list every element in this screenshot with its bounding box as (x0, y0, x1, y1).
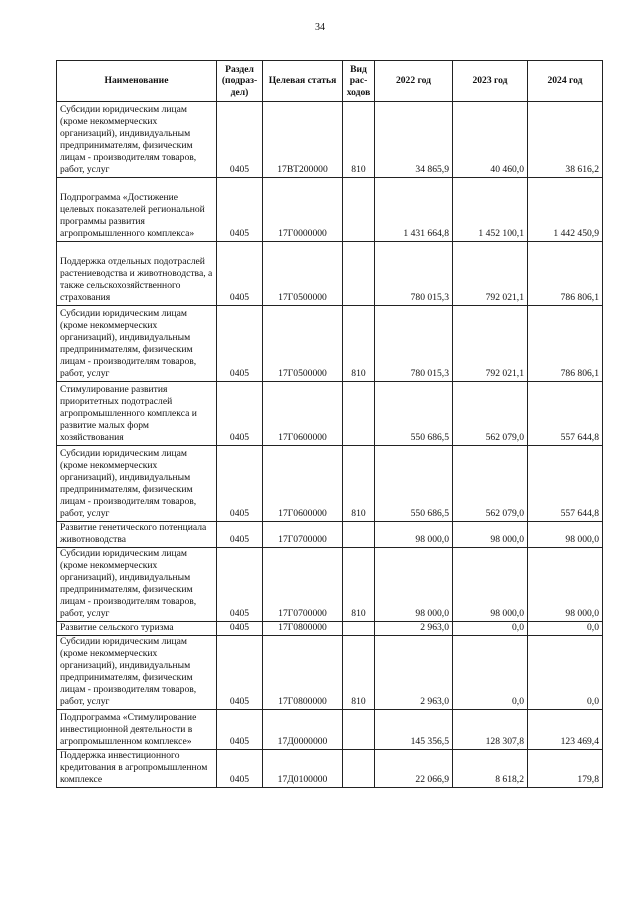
row-expense-type (343, 749, 375, 787)
row-2024: 557 644,8 (528, 446, 603, 522)
row-2023: 0,0 (453, 635, 528, 709)
row-target: 17Г0600000 (263, 382, 343, 446)
row-section: 0405 (217, 102, 263, 178)
row-target: 17Г0600000 (263, 446, 343, 522)
row-expense-type: 810 (343, 306, 375, 382)
row-2024: 98 000,0 (528, 522, 603, 548)
row-section: 0405 (217, 446, 263, 522)
row-expense-type (343, 242, 375, 306)
table-row (57, 306, 603, 382)
row-2022: 2 963,0 (375, 635, 453, 709)
row-2024: 179,8 (528, 749, 603, 787)
row-2023: 98 000,0 (453, 522, 528, 548)
row-expense-type: 810 (343, 547, 375, 621)
row-section: 0405 (217, 522, 263, 548)
row-name: Субсидии юридическим лицам (кроме некоммерческих организаций), индивидуальным предпринимателям, физическим лицам - производителям товаров, работ, услуг (57, 446, 217, 522)
row-name: Субсидии юридическим лицам (кроме некоммерческих организаций), индивидуальным предпринимателям, физическим лицам - производителям товаров, работ, услуг (57, 547, 217, 621)
row-target: 17Г0500000 (263, 242, 343, 306)
row-target: 17Г0800000 (263, 635, 343, 709)
table-row (57, 102, 603, 178)
row-expense-type (343, 621, 375, 635)
header-section: Раздел (подраз-дел) (217, 61, 263, 102)
row-2023: 792 021,1 (453, 306, 528, 382)
row-2022: 2 963,0 (375, 621, 453, 635)
table-row (57, 547, 603, 621)
row-name: Субсидии юридическим лицам (кроме некоммерческих организаций), индивидуальным предпринимателям, физическим лицам - производителям товаров, работ, услуг (57, 306, 217, 382)
row-expense-type (343, 382, 375, 446)
row-2023: 0,0 (453, 621, 528, 635)
row-2024: 786 806,1 (528, 306, 603, 382)
row-2022: 34 865,9 (375, 102, 453, 178)
row-target: 17Г0700000 (263, 547, 343, 621)
row-name: Поддержка инвестиционного кредитования в агропромышленном комплексе (57, 749, 217, 787)
row-section: 0405 (217, 306, 263, 382)
table-row (57, 635, 603, 709)
row-expense-type (343, 178, 375, 242)
table-header-row (57, 61, 603, 102)
row-name: Развитие сельского туризма (57, 621, 217, 635)
row-name: Субсидии юридическим лицам (кроме некоммерческих организаций), индивидуальным предпринимателям, физическим лицам - производителям товаров, работ, услуг (57, 635, 217, 709)
budget-table (56, 60, 603, 788)
row-2022: 145 356,5 (375, 709, 453, 749)
row-section: 0405 (217, 382, 263, 446)
row-target: 17Г0800000 (263, 621, 343, 635)
row-2022: 98 000,0 (375, 522, 453, 548)
row-2024: 557 644,8 (528, 382, 603, 446)
table-row (57, 749, 603, 787)
page-number: 34 (315, 22, 325, 33)
table-row (57, 522, 603, 548)
row-name: Субсидии юридическим лицам (кроме некоммерческих организаций), индивидуальным предпринимателям, физическим лицам - производителям товаров, работ, услуг (57, 102, 217, 178)
row-name: Подпрограмма «Стимулирование инвестиционной деятельности в агропромышленном комплексе» (57, 709, 217, 749)
row-2022: 780 015,3 (375, 242, 453, 306)
row-section: 0405 (217, 749, 263, 787)
header-target: Целевая статья (263, 61, 343, 102)
table-body (57, 102, 603, 788)
table-row (57, 709, 603, 749)
row-target: 17Д0100000 (263, 749, 343, 787)
row-expense-type: 810 (343, 446, 375, 522)
row-2024: 38 616,2 (528, 102, 603, 178)
row-2022: 550 686,5 (375, 382, 453, 446)
row-section: 0405 (217, 547, 263, 621)
header-2023: 2023 год (453, 61, 528, 102)
row-2024: 0,0 (528, 635, 603, 709)
row-2024: 123 469,4 (528, 709, 603, 749)
table-row (57, 242, 603, 306)
header-2022: 2022 год (375, 61, 453, 102)
row-2023: 562 079,0 (453, 446, 528, 522)
row-target: 17ВТ200000 (263, 102, 343, 178)
row-2024: 1 442 450,9 (528, 178, 603, 242)
row-2022: 780 015,3 (375, 306, 453, 382)
row-2024: 98 000,0 (528, 547, 603, 621)
row-target: 17Г0000000 (263, 178, 343, 242)
row-section: 0405 (217, 621, 263, 635)
header-name: Наименование (57, 61, 217, 102)
row-2022: 98 000,0 (375, 547, 453, 621)
row-2024: 786 806,1 (528, 242, 603, 306)
row-expense-type (343, 709, 375, 749)
row-2023: 792 021,1 (453, 242, 528, 306)
row-section: 0405 (217, 709, 263, 749)
table-row (57, 621, 603, 635)
row-expense-type: 810 (343, 635, 375, 709)
row-2022: 550 686,5 (375, 446, 453, 522)
row-name: Развитие генетического потенциала животноводства (57, 522, 217, 548)
row-expense-type: 810 (343, 102, 375, 178)
row-name: Стимулирование развития приоритетных подотраслей агропромышленного комплекса и развитие малых форм хозяйствования (57, 382, 217, 446)
table-row (57, 178, 603, 242)
row-2023: 8 618,2 (453, 749, 528, 787)
row-target: 17Г0700000 (263, 522, 343, 548)
header-2024: 2024 год (528, 61, 603, 102)
row-target: 17Д0000000 (263, 709, 343, 749)
row-name: Подпрограмма «Достижение целевых показателей региональной программы развития агропромышленного комплекса» (57, 178, 217, 242)
row-2023: 98 000,0 (453, 547, 528, 621)
row-2022: 22 066,9 (375, 749, 453, 787)
table-row (57, 382, 603, 446)
table-row (57, 446, 603, 522)
row-name: Поддержка отдельных подотраслей растениеводства и животноводства, а также сельскохозяйственного страхования (57, 242, 217, 306)
row-section: 0405 (217, 242, 263, 306)
row-2023: 128 307,8 (453, 709, 528, 749)
row-section: 0405 (217, 635, 263, 709)
row-expense-type (343, 522, 375, 548)
row-2023: 40 460,0 (453, 102, 528, 178)
row-target: 17Г0500000 (263, 306, 343, 382)
row-2024: 0,0 (528, 621, 603, 635)
header-expense-type: Вид рас-ходов (343, 61, 375, 102)
row-2022: 1 431 664,8 (375, 178, 453, 242)
row-section: 0405 (217, 178, 263, 242)
row-2023: 562 079,0 (453, 382, 528, 446)
row-2023: 1 452 100,1 (453, 178, 528, 242)
